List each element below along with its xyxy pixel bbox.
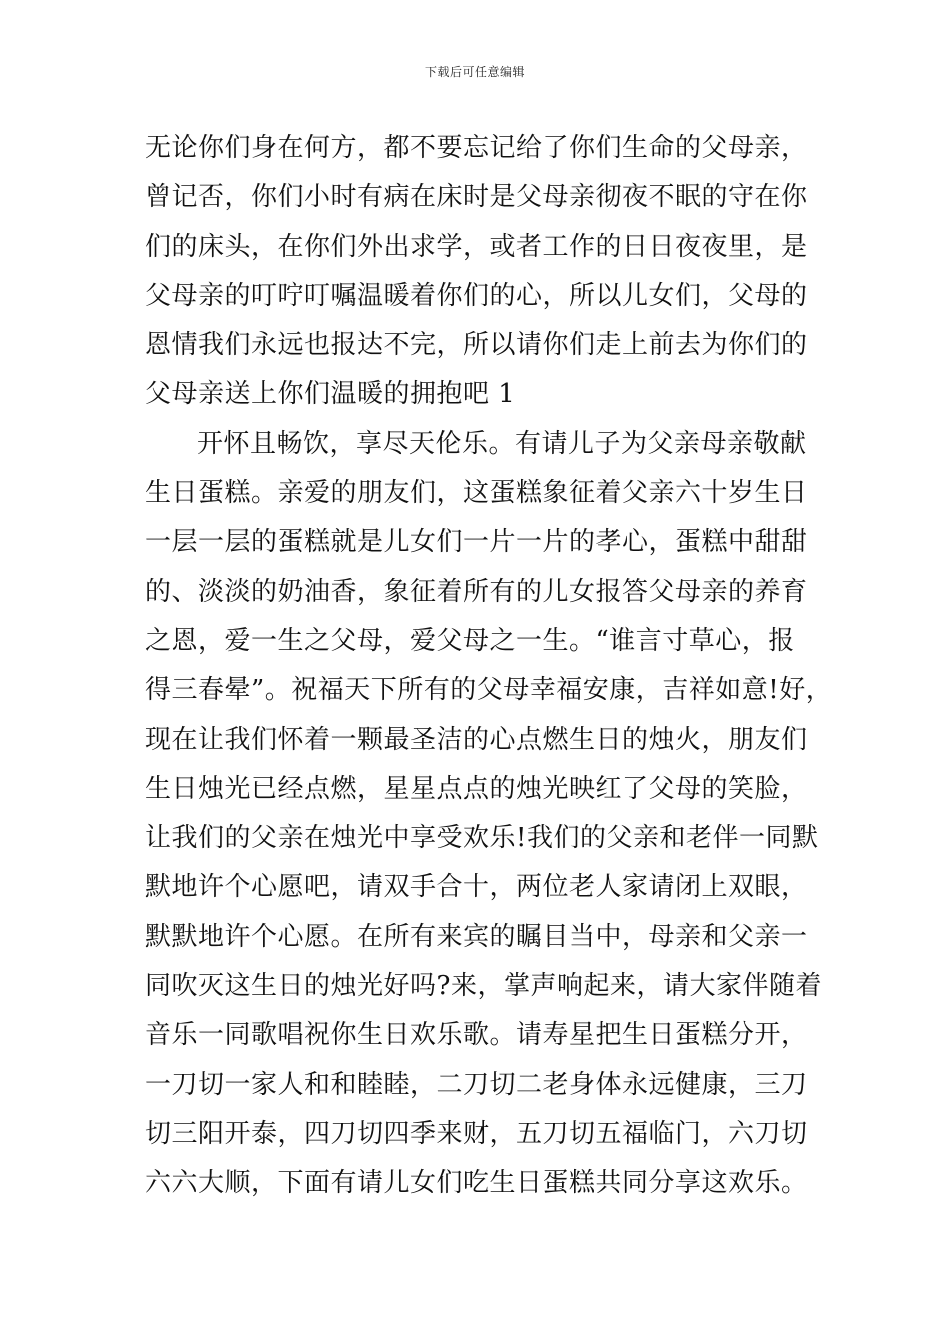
text-line: 父母亲的叮咛叮嘱温暖着你们的心，所以儿女们，父母的 [145, 280, 808, 311]
text-line: 一刀切一家人和和睦睦，二刀切二老身体永远健康，三刀 [145, 1069, 808, 1100]
text-line: 现在让我们怀着一颗最圣洁的心点燃生日的烛火，朋友们 [145, 724, 808, 755]
text-line: 父母亲送上你们温暖的拥抱吧 1 [145, 379, 516, 410]
text-line: 音乐一同歌唱祝你生日欢乐歌。请寿星把生日蛋糕分开， [145, 1020, 808, 1051]
text-line: 生日烛光已经点燃，星星点点的烛光映红了父母的笑脸， [145, 773, 808, 804]
text-line: 曾记否，你们小时有病在床时是父母亲彻夜不眠的守在你 [145, 182, 808, 213]
page-header: 下载后可任意编辑 [424, 65, 525, 79]
text-line: 一层一层的蛋糕就是儿女们一片一片的孝心，蛋糕中甜甜 [145, 527, 808, 558]
text-line: 之恩，爱一生之父母，爱父母之一生。“谁言寸草心，报 [145, 625, 795, 656]
text-line: 同吹灭这生日的烛光好吗?来，掌声响起来，请大家伴随着 [145, 971, 822, 1002]
text-line: 恩情我们永远也报达不完，所以请你们走上前去为你们的 [145, 330, 808, 361]
text-line: 生日蛋糕。亲爱的朋友们，这蛋糕象征着父亲六十岁生日 [145, 478, 808, 509]
text-line: 默默地许个心愿。在所有来宾的瞩目当中，母亲和父亲一 [145, 921, 808, 952]
text-line: 切三阳开泰，四刀切四季来财，五刀切五福临门，六刀切 [145, 1118, 808, 1149]
text-line: 六六大顺，下面有请儿女们吃生日蛋糕共同分享这欢乐。 [145, 1168, 808, 1199]
text-line: 的、淡淡的奶油香，象征着所有的儿女报答父母亲的养育 [145, 576, 808, 607]
text-line: 得三春晕”。祝福天下所有的父母幸福安康，吉祥如意!好， [145, 675, 833, 706]
text-line: 无论你们身在何方，都不要忘记给了你们生命的父母亲， [145, 133, 808, 163]
text-line: 让我们的父亲在烛光中享受欢乐!我们的父亲和老伴一同默 [145, 823, 819, 854]
text-line: 默地许个心愿吧，请双手合十，两位老人家请闭上双眼， [145, 872, 808, 903]
text-line: 开怀且畅饮，享尽天伦乐。有请儿子为父亲母亲敬献 [197, 428, 807, 459]
document-body [145, 124, 833, 1209]
text-line: 们的床头，在你们外出求学，或者工作的日日夜夜里，是 [145, 231, 808, 262]
